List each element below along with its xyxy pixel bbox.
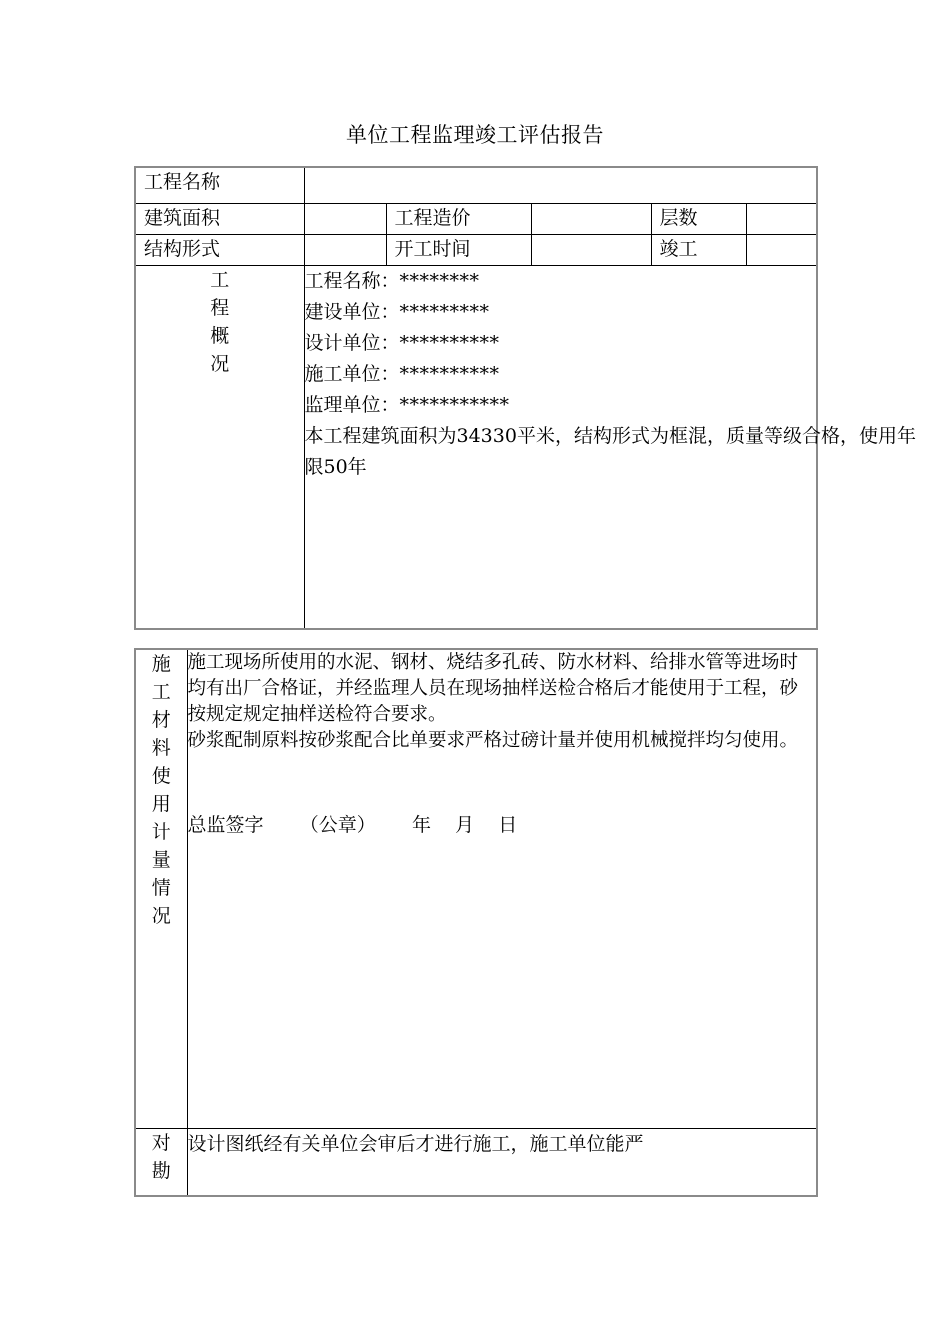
table-row-overview xyxy=(135,265,817,629)
materials-side-char: 施 xyxy=(151,653,171,675)
table-row-survey xyxy=(135,1129,817,1197)
label-project-name: 工程名称 xyxy=(135,167,304,203)
overview-side-label xyxy=(135,265,304,629)
table-row-structure xyxy=(135,234,817,265)
survey-side-label xyxy=(135,1129,187,1197)
overview-line-value: *********** xyxy=(399,393,510,416)
materials-side-label xyxy=(135,649,187,1129)
page-title: 单位工程监理竣工评估报告 xyxy=(346,123,604,147)
table-row-area xyxy=(135,203,817,234)
overview-body[interactable] xyxy=(304,265,916,629)
survey-side-char: 对 xyxy=(151,1132,171,1154)
overview-line-value: ********* xyxy=(399,300,490,323)
overview-line-label: 工程名称： xyxy=(304,269,400,292)
overview-line xyxy=(305,390,817,421)
overview-line xyxy=(305,359,817,390)
field-start-date[interactable] xyxy=(531,234,651,265)
overview-side-char: 概 xyxy=(210,324,230,347)
materials-paragraph-2: 砂浆配制原料按砂浆配合比单要求严格过磅计量并使用机械搅拌均匀使用。 xyxy=(187,730,799,751)
materials-side-char: 量 xyxy=(151,849,171,871)
label-start-date: 开工时间 xyxy=(386,234,531,265)
field-floor-count[interactable] xyxy=(746,203,817,234)
overview-side-char: 程 xyxy=(210,296,230,319)
overview-side-char: 况 xyxy=(210,352,230,375)
label-completion: 竣工 xyxy=(651,234,746,265)
table-row-project-name xyxy=(135,167,817,203)
overview-line-label: 建设单位： xyxy=(304,300,400,323)
survey-body[interactable] xyxy=(187,1129,817,1197)
materials-paragraph-1: 施工现场所使用的水泥、钢材、烧结多孔砖、防水材料、给排水管等进场时均有出厂合格证，并经监理人员在现场抽样送检合格后才能使用于工程，砂按规定规定抽样送检符合要求。 xyxy=(187,652,799,725)
materials-table xyxy=(134,648,818,1197)
materials-side-char: 情 xyxy=(151,877,171,899)
overview-line-label: 监理单位： xyxy=(304,393,400,416)
overview-line-value: ******** xyxy=(399,269,480,292)
survey-paragraph: 设计图纸经有关单位会审后才进行施工，施工单位能严 xyxy=(187,1133,644,1155)
table-row-materials xyxy=(135,649,817,1129)
materials-side-char: 材 xyxy=(151,709,171,731)
overview-side-char: 工 xyxy=(210,268,230,291)
label-project-cost: 工程造价 xyxy=(386,203,531,234)
label-building-area: 建筑面积 xyxy=(135,203,304,234)
overview-line-value: ********** xyxy=(399,331,500,354)
overview-line xyxy=(305,266,817,297)
materials-body[interactable] xyxy=(187,649,817,1129)
overview-line-value: ********** xyxy=(399,362,500,385)
field-project-cost[interactable] xyxy=(531,203,651,234)
label-floor-count: 层数 xyxy=(651,203,746,234)
signature-line[interactable]: 总监签字 （公章） 年 月 日 xyxy=(187,814,518,836)
survey-side-char: 勘 xyxy=(151,1160,171,1182)
project-info-table xyxy=(134,166,916,630)
field-completion[interactable] xyxy=(746,234,817,265)
materials-side-char: 况 xyxy=(151,905,171,927)
overview-paragraph: 本工程建筑面积为34330平米，结构形式为框混，质量等级合格，使用年限50年 xyxy=(304,424,916,478)
materials-side-char: 使 xyxy=(151,765,171,787)
overview-line xyxy=(305,297,817,328)
field-structure-type[interactable] xyxy=(304,234,386,265)
materials-side-char: 计 xyxy=(151,821,171,843)
materials-side-char: 料 xyxy=(151,737,171,759)
materials-side-char: 用 xyxy=(151,793,171,815)
overview-line xyxy=(305,328,817,359)
materials-side-char: 工 xyxy=(151,681,171,703)
overview-line-label: 施工单位： xyxy=(304,362,400,385)
field-project-name[interactable] xyxy=(304,167,817,203)
field-building-area[interactable] xyxy=(304,203,386,234)
overview-line-label: 设计单位： xyxy=(304,331,400,354)
label-structure-type: 结构形式 xyxy=(135,234,304,265)
